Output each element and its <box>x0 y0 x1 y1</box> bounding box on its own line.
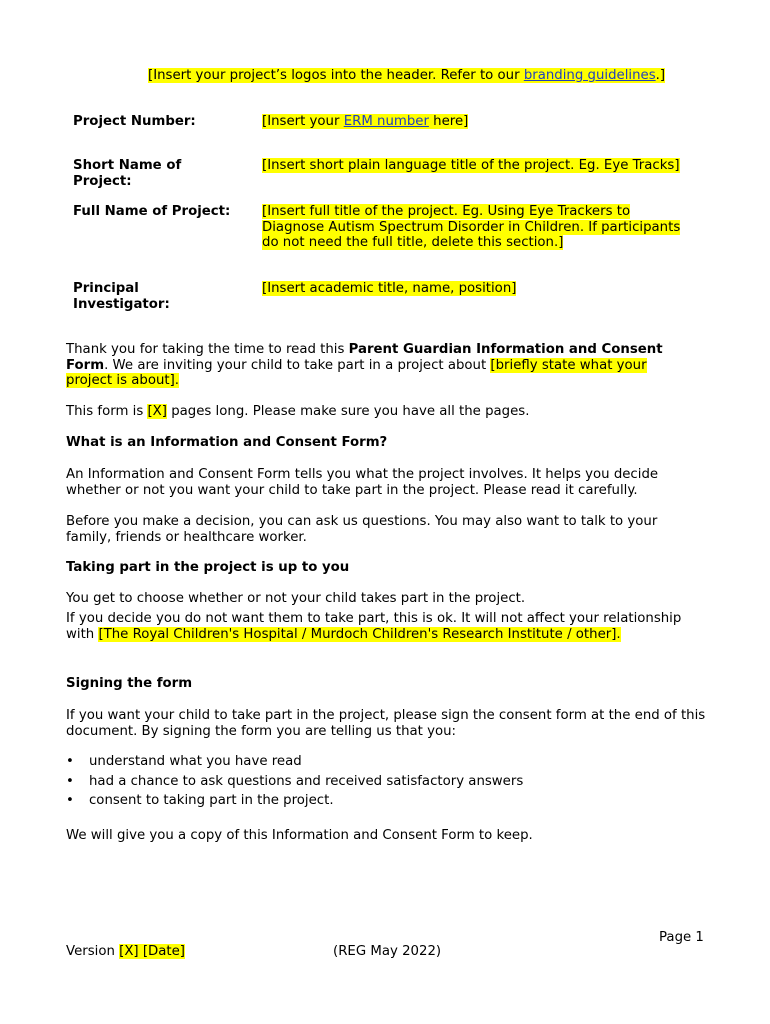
list-item <box>66 754 523 774</box>
bullet-icon: • <box>66 773 74 789</box>
taking-part-text: If you decide you do not want them to take part, this is ok. It will not affect your relationship with <box>66 611 682 642</box>
intro-paragraph <box>66 342 691 389</box>
taking-part-paragraph-2 <box>66 611 702 642</box>
erm-number-link[interactable]: ERM number <box>343 114 429 129</box>
page-count-placeholder: [X] <box>147 404 167 419</box>
intro-text-b: . We are inviting your child to take part in a project about <box>104 357 491 373</box>
project-number-suffix: here] <box>428 114 469 129</box>
principal-investigator-text: [Insert academic title, name, position] <box>262 281 517 296</box>
short-name-label: Short Name of Project: <box>73 158 182 189</box>
section-heading-signing: Signing the form <box>66 676 193 691</box>
short-name-text: [Insert short plain language title of the project. Eg. Eye Tracks] <box>262 158 680 173</box>
full-name-label: Full Name of Project: <box>73 204 231 219</box>
full-name-text: [Insert full title of the project. Eg. Using Eye Trackers to Diagnose Autism Spectrum Disorder in Children. If participants do not need the full title, delete this section.] <box>262 204 681 251</box>
project-number-row <box>73 114 693 134</box>
principal-investigator-value <box>262 281 682 297</box>
taking-part-paragraph-1: You get to choose whether or not your child takes part in the project. <box>66 591 526 606</box>
principal-investigator-label: Principal Investigator: <box>73 281 170 312</box>
header-text-prefix: [Insert your project’s logos into the header. Refer to our <box>148 68 524 83</box>
footer-version <box>66 944 185 960</box>
bullet-icon: • <box>66 754 74 769</box>
consent-bullet-list <box>66 754 523 813</box>
page-count-text-a: This form is <box>66 404 148 419</box>
info-form-paragraph-1: An Information and Consent Form tells you what the project involves. It helps you decide whether or not you want your child to take part in the project. Please read it carefully. <box>66 467 659 498</box>
page-number: Page 1 <box>659 930 704 945</box>
intro-text-a: Thank you for taking the time to read this <box>66 342 349 357</box>
header-text-suffix: .] <box>655 68 666 83</box>
bullet-text: had a chance to ask questions and received satisfactory answers <box>89 773 524 789</box>
bullet-text: consent to taking part in the project. <box>89 793 334 808</box>
bullet-icon: • <box>66 793 74 808</box>
bullet-text: understand what you have read <box>89 754 302 769</box>
list-item <box>66 774 523 794</box>
project-number-value <box>262 114 682 130</box>
section-heading-taking-part: Taking part in the project is up to you <box>66 560 350 575</box>
page-count-paragraph <box>66 404 706 420</box>
footer-reg: (REG May 2022) <box>333 944 442 959</box>
section-heading-info-form: What is an Information and Consent Form? <box>66 435 388 450</box>
project-number-label: Project Number: <box>73 114 196 129</box>
version-placeholder: [X] [Date] <box>119 944 185 959</box>
principal-investigator-row <box>73 281 693 315</box>
form-title: Parent Guardian Information and Consent Form <box>66 342 663 373</box>
full-name-value <box>262 204 682 251</box>
intro-placeholder: [briefly state what your project is about]. <box>66 357 647 389</box>
short-name-row <box>73 158 693 192</box>
signing-paragraph-2: We will give you a copy of this Information and Consent Form to keep. <box>66 828 533 843</box>
signing-paragraph-1: If you want your child to take part in the project, please sign the consent form at the end of this document. By signing the form you are telling us that you: <box>66 708 706 739</box>
branding-guidelines-link[interactable]: branding guidelines <box>523 68 656 83</box>
header-instruction <box>148 68 665 84</box>
full-name-row <box>73 204 693 254</box>
page-count-text-b: pages long. Please make sure you have all the pages. <box>166 404 530 419</box>
short-name-value <box>262 158 682 174</box>
project-number-prefix: [Insert your <box>262 114 344 129</box>
info-form-paragraph-2: Before you make a decision, you can ask us questions. You may also want to talk to your family, friends or healthcare worker. <box>66 514 658 545</box>
version-label: Version <box>66 944 120 959</box>
institution-placeholder: [The Royal Children's Hospital / Murdoch Children's Research Institute / other]. <box>98 626 621 642</box>
list-item <box>66 793 523 813</box>
